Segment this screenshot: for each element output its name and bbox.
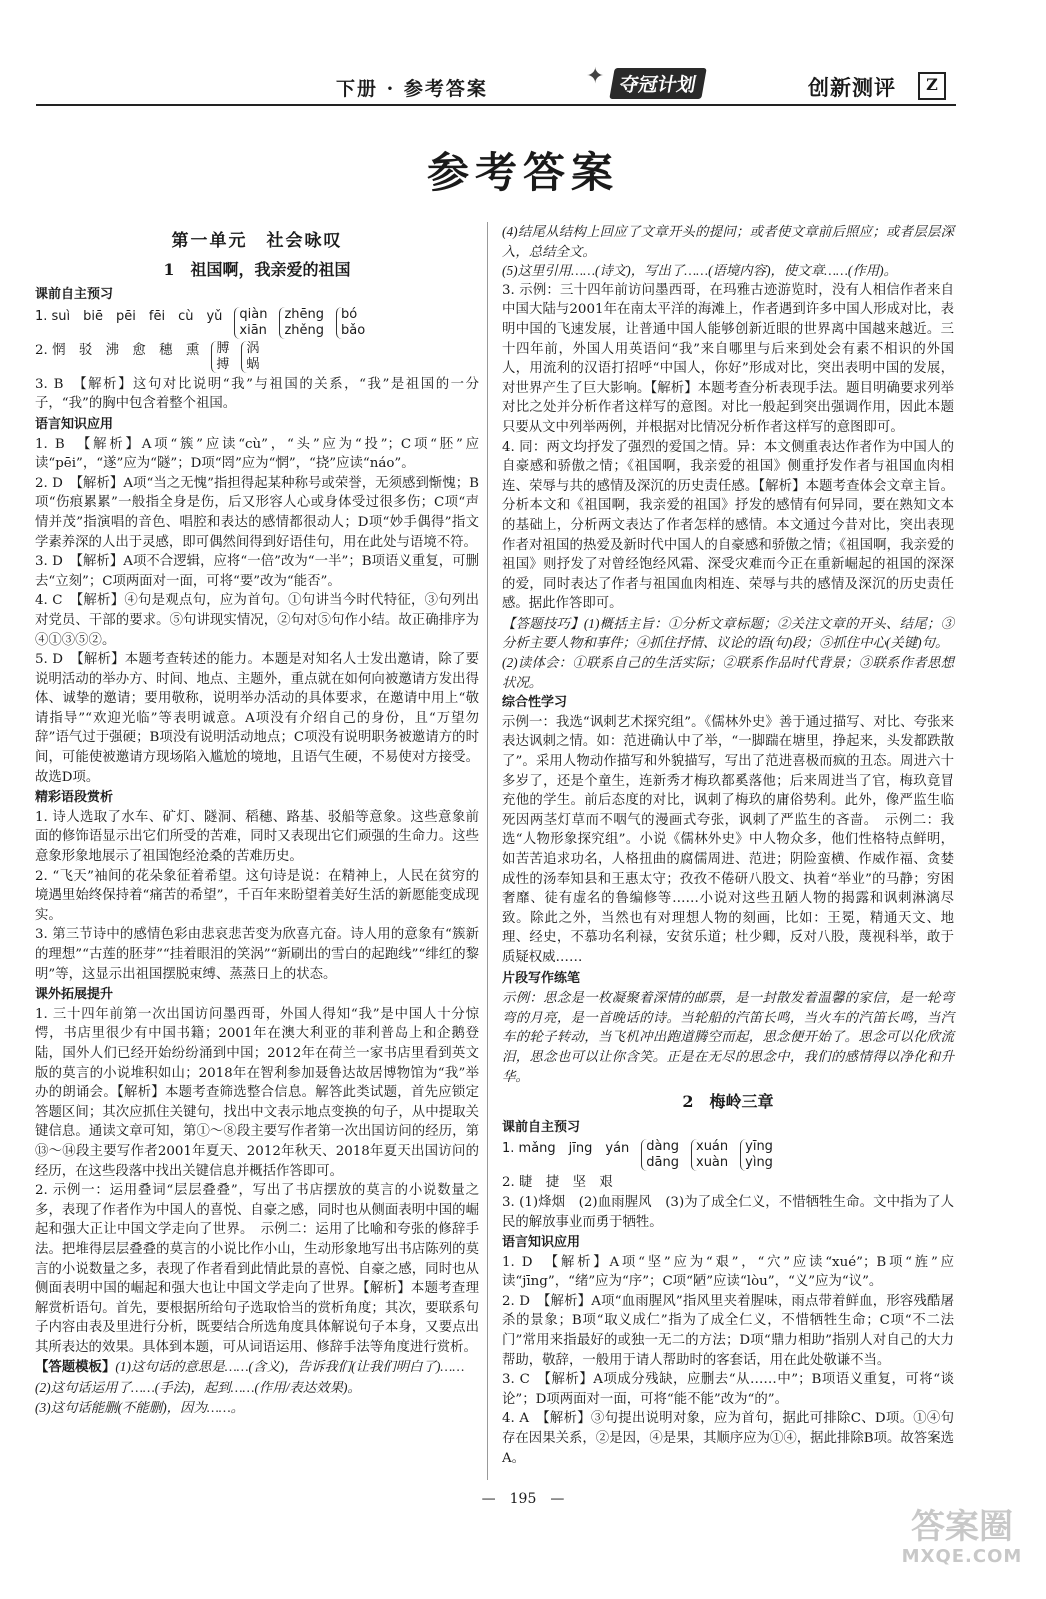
chars-brace: 膊 搏 <box>211 341 229 373</box>
runner-logo-icon: ✦ <box>586 64 605 89</box>
page-header <box>0 60 1046 112</box>
answer-item: 3. B 【解析】这句对比说明“我”与祖国的关系，“我”是祖国的一分子，“我”的胸中包含着整个祖国。 <box>35 376 479 412</box>
pinyin-brace: xuán xuàn <box>691 1139 728 1171</box>
pinyin-row <box>35 307 479 339</box>
section-heading: 语言知识应用 <box>35 416 114 432</box>
section-heading: 语言知识应用 <box>502 1235 581 1251</box>
chars-row <box>35 341 479 373</box>
z-box-icon: Z <box>918 72 946 100</box>
template-item: 【答题模板】(1)这句话的意思是……(含义)，告诉我们(让我们明白了)…… <box>35 1359 465 1376</box>
section-heading: 精彩语段赏析 <box>35 790 114 806</box>
skill-item: 【答题技巧】(1)概括主旨：①分析文章标题；②关注文章的开头、结尾；③分析主要人物和事件；④抓住抒情、议论的语(句)段；⑤抓住中心(关键)句。 <box>502 615 954 651</box>
page-number: — 195 — <box>481 1491 565 1507</box>
answer-item: 1. B 【解析】A项“簇”应读“cù”，“头”应为“投”；C项“胚”应读“pēi”，“遂”应为“隧”；D项“罔”应为“惘”，“挠”应读“náo”。 <box>35 436 479 472</box>
answer-item: 2. 示例一：运用叠词“层层叠叠”，写出了书店摆放的莫言的小说数量之多，表现了作者作为中国人的喜悦、自豪之感，同时也从侧面表明中国的崛起和强大正让中国文学走向了世界。 示例二：运用了比喻和夸张的修辞手法。把堆得层层叠叠的莫言的小说比作小山，生动形象地写出书店陈列的莫言的小说数量之多，表现了作者看到此情此景的喜悦、自豪之感，同时也从侧面表明中国的崛起和强大也让中国文学走向了世界。【解析】本题考查理解赏析语句。首先，要根据所给句子选取恰当的赏析角度；其次，要联系句子内容由表及里进行分析，既要结合所选角度具体解说句子本身，又要点出其所表达的效果。具体到本题，可从词语运用、修辞手法等角度进行赏析。 <box>35 1183 479 1355</box>
pinyin-brace: dàng dāng <box>641 1139 679 1171</box>
answer-item: 2. D 【解析】A项“当之无愧”指担得起某种称号或荣誉，无须感到惭愧；B项“伤痕累累”一般指全身是伤，后又形容人心或身体受过很多伤；C项“声情并茂”指演唱的音色、唱腔和表达的感情都很动人；D项“妙手偶得”指文学素养深的人出于灵感，即可偶然间得到好语佳句，用在此处与语境不符。 <box>35 475 479 550</box>
pinyin-row <box>502 1139 954 1171</box>
answer-item: 3. (1)烽烟 (2)血雨腥风 (3)为了成全仁义，不惜牺牲生命。文中指为了人民的解放事业而勇于牺牲。 <box>502 1194 954 1230</box>
section-heading: 课前自主预习 <box>502 1119 581 1135</box>
answer-item: 示例一：我选“讽刺艺术探究组”。《儒林外史》善于通过描写、对比、夸张来表达讽刺之情。如：范进确认中了举，“一脚踹在塘里，挣起来，头发都跌散了”。采用人物动作描写和外貌描写，写出了范进喜极而疯的丑态。周进六十多岁了，还是个童生，连新秀才梅玖都奚落他；后来周进当了官，梅玖竟冒充他的学生。前后态度的对比，讽刺了梅玖的庸俗势利。此外，像严监生临死因两茎灯草而不咽气的漫画式夸张，讽刺了严监生的吝啬。 示例二：我选“人物形象探究组”。小说《儒林外史》中人物众多，他们性格特点鲜明，如苦苦追求功名，人格扭曲的腐儒周进、范进；阴险蛮横、作威作福、贪婪成性的汤奉知县和王惠太守；孜孜不倦研八股文、执着“举业”的马静；穷困奢靡、徒有虚名的鲁编修等……小说对这些丑陋人物的揭露和讽刺淋漓尽致。除此之外，当然也有对理想人物的刻画，比如：王冕，精通天文、地理、经史，不慕功名利禄，安贫乐道；杜少卿，反对八股，蔑视科举，敢于质疑权威…… <box>502 714 954 965</box>
pinyin-brace: qiàn xiān <box>234 307 267 339</box>
answer-item: 1. 三十四年前第一次出国访问墨西哥，外国人得知“我”是中国人十分惊愕，书店里很少有中国书籍；2001年在澳大利亚的菲利普岛上和企鹅登陆，国外人们已经开始纷纷涌到中国；2012年在荷兰一家书店里看到英文版的莫言的小说堆积如山；2018年在智利参加聂鲁达故居博物馆为“我”举办的朗诵会。【解析】本题考查筛选整合信息。解答此类试题，首先应锁定答题区间；其次应抓住关键句，找出中文表示地点变换的句子，从中提取关键信息。通读文章可知，第①～⑧段主要写作者第一次出国访问的经历，第⑬～⑭段主要写作者2001年夏天、2012年秋天、2018年夏天出国访问的经历，在这些段落中找出关键信息并概括作答即可。 <box>35 1006 479 1179</box>
pinyin-answer: 1. suì biē pēi fēi cù yǔ <box>35 308 223 324</box>
brand-subtitle: 创新测评 <box>808 75 896 100</box>
header-title: 下册 · 参考答案 <box>336 78 488 100</box>
section-heading: 片段写作练笔 <box>502 970 581 986</box>
answer-item: 示例：思念是一枚凝聚着深情的邮票，是一封散发着温馨的家信，是一轮弯弯的月亮，是一首晚话的诗。当轮船的汽笛长鸣，当火车的汽笛长鸣，当汽车的轮子转动，当飞机冲出跑道腾空而起，思念便开始了。思念可以化欣流泪，思念也可以让你含笑。正是在无尽的思念中，我们的感情得以净化和升华。 <box>502 990 954 1084</box>
answer-item: 4. C 【解析】④句是观点句，应为首句。①句讲当今时代特征，③句列出对党员、干部的要求。⑤句讲现实情况，②句对⑤句作小结。故正确排序为④①③⑤②。 <box>35 593 479 648</box>
answer-item: 3. 示例：三十四年前访问墨西哥，在玛雅古迹游览时，没有人相信作者来自中国大陆与2001年在南太平洋的海滩上，作者遇到许多中国人形成对比，表明中国的飞速发展，让普通中国人能够创新近眼的世界离中国越来越近。三十四年前，外国人用英语问“我”来自哪里与后来到处会有素不相识的外国人，用流利的汉语打招呼“中国人，你好”形成对比，突出表明中国的发展，对世界产生了巨大影响。【解析】本题考查分析表现手法。题目明确要求列举对比之处并分析作者这样写的意图。对比一般起到突出强调作用，因此本题只要从文中列举两例，并根据对比情况分析作者这样写的意图即可。 <box>502 282 954 435</box>
answer-item: 3. D 【解析】A项不合逻辑，应将“一倍”改为“一半”；B项语义重复，可删去“立刻”；C项两面对一面，可将“要”改为“能否”。 <box>35 554 479 589</box>
answer-item: 4. A 【解析】③句提出说明对象，应为首句，据此可排除C、D项。①④句存在因果关系，②是因，④是果，其顺序应为①④，据此排除B项。故答案选A。 <box>502 1411 954 1466</box>
unit-title: 第一单元 社会咏叹 <box>171 231 343 251</box>
answer-item: 3. C 【解析】A项成分残缺，应删去“从……中”；B项语义重复，可将“谈论”；D项两面对一面，可将“能不能”改为“的”。 <box>502 1372 954 1407</box>
template-item: (5)这里引用……(诗文)，写出了……(语境内容)，使文章……(作用)。 <box>502 263 898 279</box>
pinyin-brace: yīng yìng <box>740 1139 773 1171</box>
answer-item: 2. “飞天”袖间的花朵象征着希望。这句诗是说：在精神上，人民在贫穷的境遇里始终保持着“痛苦的希望”，千百年来盼望着美好生活的新愿能变成现实。 <box>35 868 479 923</box>
template-item: (3)这句话能删(不能删)，因为……。 <box>35 1399 245 1415</box>
skill-item: (2)读体会：①联系自己的生活实际；②联系作品时代背景；③联系作者思想状况。 <box>502 655 954 690</box>
left-column <box>35 222 479 1417</box>
template-item: (2)这句话运用了……(手法)，起到……(作用/表达效果)。 <box>35 1380 361 1396</box>
page-title: 参考答案 <box>426 148 619 197</box>
answer-item: 3. 第三节诗中的感情色彩由悲哀悲苦变为欣喜亢奋。诗人用的意象有“簇新的理想”“古莲的胚芽”“挂着眼泪的笑涡”“新刷出的雪白的起跑线”“绯红的黎明”等，这显示出祖国摆脱束缚、蒸蒸日上的状态。 <box>35 927 479 982</box>
pinyin-answer: 1. mǎng jīng yán <box>502 1141 630 1157</box>
brand-logo: 夺冠计划 <box>609 68 706 99</box>
pinyin-brace: zhēng zhěng <box>279 307 324 339</box>
answer-item: 4. 同：两文均抒发了强烈的爱国之情。异：本文侧重表达作者作为中国人的自豪感和骄傲之情；《祖国啊，我亲爱的祖国》侧重抒发作者与祖国血肉相连、荣辱与共的感情及深沉的历史责任感。【解析】本题考查体会文章主旨。分析本文和《祖国啊，我亲爱的祖国》抒发的感情有何异同，要在熟知文本的基础上，分析两文表达了作者怎样的感情。本文通过今昔对比，突出表现作者对祖国的热爱及新时代中国人的自豪感和骄傲之情；《祖国啊，我亲爱的祖国》则抒发了对曾经饱经风霜、深受灾难而今正在重新崛起的祖国的深深的爱，同时表达了作者与祖国血肉相连、荣辱与共的感情及深沉的历史责任感。据此作答即可。 <box>502 439 954 612</box>
right-column <box>502 222 954 1468</box>
pinyin-brace: bó bǎo <box>336 307 365 339</box>
column-divider <box>487 222 488 1480</box>
answer-item: 1. 诗人选取了水车、矿灯、隧洞、稻穗、路基、驳船等意象。这些意象前面的修饰语显示出它们所受的苦难，同时又表现出它们顽强的生命力。这些意象形象地展示了祖国饱经沧桑的苦难历史。 <box>35 809 479 865</box>
lesson-title: 2 梅岭三章 <box>682 1092 774 1112</box>
answer-item: 5. D 【解析】本题考查转述的能力。本题是对知名人士发出邀请，除了要说明活动的举办方、时间、地点、主题外，重点就在如何向被邀请方发出得体、诚挚的邀请；要用敬称，说明举办活动的具体要求，在邀请中用上“敬请指导”“欢迎光临”等表明诚意。A项没有介绍自己的身份，且“万望勿辞”语气过于强硬；B项没有说明活动地点；C项没有说明职务被邀请方的时间，可能使被邀请方现场陷入尴尬的境地，且语气生硬，不易使对方接受。故选D项。 <box>35 652 479 785</box>
answer-item: 2. 睫 捷 坚 艰 <box>502 1175 613 1191</box>
chars-answer: 2. 惘 驳 沸 愈 穗 熏 <box>35 342 200 358</box>
answer-item: 2. D 【解析】A项“血雨腥风”指风里夹着腥味，雨点带着鲜血，形容残酷屠杀的景象；B项“取义成仁”指为了成全仁义，不惜牺牲生命；C项“不二法门”常用来指最好的或独一无二的方法；D项“鼎力相助”指别人对自己的大力帮助，敬辞，一般用于请人帮助时的客套话，用在此处敬谦不当。 <box>502 1293 954 1368</box>
section-heading: 综合性学习 <box>502 695 568 711</box>
lesson-title: 1 祖国啊，我亲爱的祖国 <box>163 259 351 279</box>
answer-item: 1. D 【解析】A项“坚”应为“艰”，“穴”应读“xué”；B项“旌”应读“jīng”，“绪”应为“序”；C项“陋”应读“lòu”，“义”应为“议”。 <box>502 1254 954 1290</box>
template-item: (4)结尾从结构上回应了文章开头的提问；或者使文章前后照应；或者层层深入，总结全文。 <box>502 224 954 259</box>
section-heading: 课前自主预习 <box>35 287 114 303</box>
chars-brace: 涡 蜗 <box>241 341 259 373</box>
watermark-logo: 答案圈 MXQE.COM <box>901 1507 1023 1567</box>
section-heading: 课外拓展提升 <box>35 987 114 1003</box>
header-rule <box>36 104 956 106</box>
